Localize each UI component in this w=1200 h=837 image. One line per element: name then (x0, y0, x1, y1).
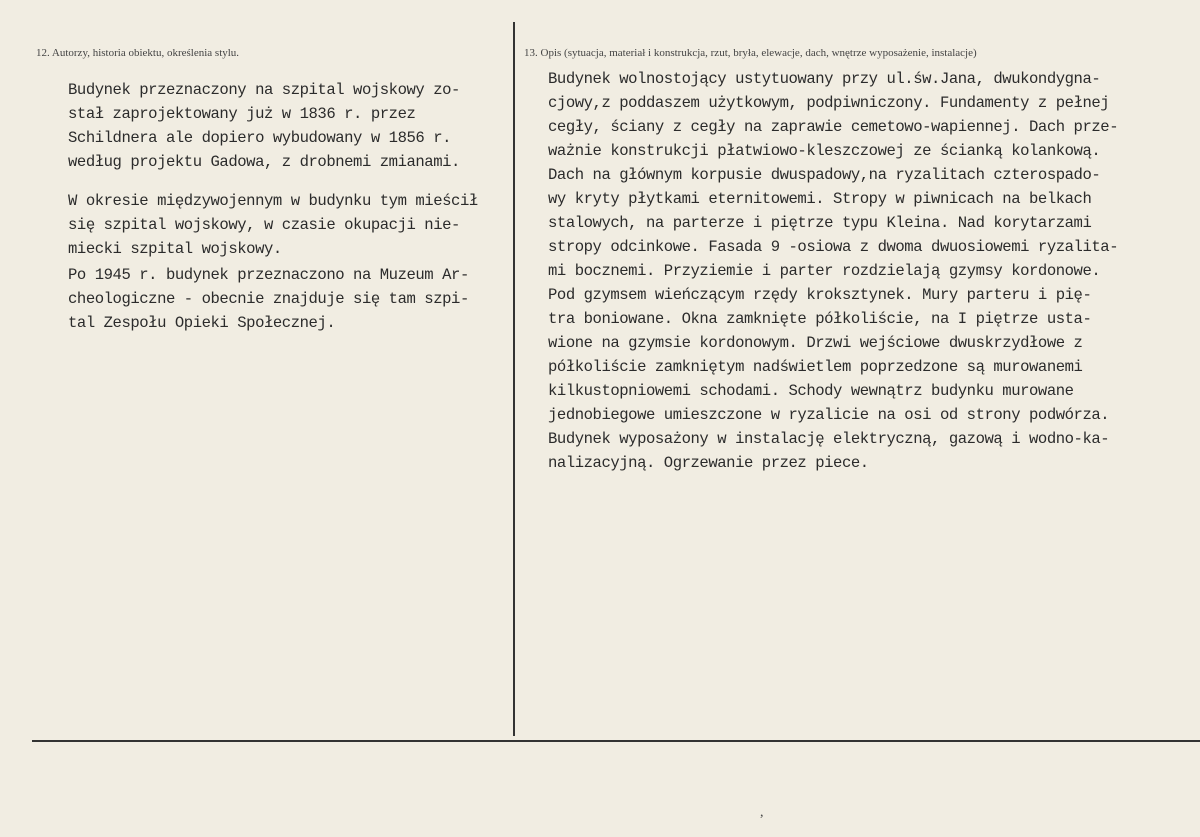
history-paragraph-2 (68, 189, 478, 261)
text-line: Budynek wolnostojący ustytuowany przy ul.św.Jana, dwukondygna- (548, 70, 1101, 88)
text-line: Budynek wyposażony w instalację elektryczną, gazową i wodno-ka- (548, 430, 1110, 448)
text-line: tra boniowane. Okna zamknięte półkoliście, na I piętrze usta- (548, 310, 1092, 328)
text-line: Schildnera ale dopiero wybudowany w 1856 r. (68, 129, 452, 147)
section-12-heading: 12. Autorzy, historia obiektu, określenia stylu. (36, 47, 240, 59)
text-line: stał zaprojektowany już w 1836 r. przez (68, 105, 416, 123)
history-paragraph-3 (68, 263, 469, 335)
text-line: ważnie konstrukcji płatwiowo-kleszczowej ze ścianką kolankową. (548, 142, 1101, 160)
text-line: stalowych, na parterze i piętrze typu Kleina. Nad korytarzami (548, 214, 1092, 232)
text-line: cheologiczne - obecnie znajduje się tam szpi- (68, 290, 469, 308)
text-line: tal Zespołu Opieki Społecznej. (68, 314, 336, 332)
text-line: cjowy,z poddaszem użytkowym, podpiwniczony. Fundamenty z pełnej (548, 94, 1110, 112)
text-line: cegły, ściany z cegły na zaprawie cemetowo-wapiennej. Dach prze- (548, 118, 1119, 136)
column-divider (513, 22, 515, 736)
history-paragraph-1 (68, 78, 460, 174)
text-line: się szpital wojskowy, w czasie okupacji nie- (68, 216, 460, 234)
text-line: półkoliście zamkniętym nadświetlem poprzedzone są murowanemi (548, 358, 1083, 376)
text-line: Po 1945 r. budynek przeznaczono na Muzeum Ar- (68, 266, 469, 284)
text-line: Dach na głównym korpusie dwuspadowy,na ryzalitach czterospado- (548, 166, 1101, 184)
text-line: wy kryty płytkami eternitowemi. Stropy w piwnicach na belkach (548, 190, 1092, 208)
section-13-heading: 13. Opis (sytuacja, materiał i konstrukcja, rzut, bryła, elewacje, dach, wnętrze wyposażenie, instalacje) (524, 47, 977, 59)
text-line: Pod gzymsem wieńczącym rzędy kroksztynek. Mury parteru i pię- (548, 286, 1092, 304)
text-line: według projektu Gadowa, z drobnemi zmianami. (68, 153, 460, 171)
text-line: stropy odcinkowe. Fasada 9 -osiowa z dwoma dwuosiowemi ryzalita- (548, 238, 1119, 256)
text-line: kilkustopniowemi schodami. Schody wewnątrz budynku murowane (548, 382, 1074, 400)
description-paragraph (548, 67, 1118, 475)
bottom-rule (32, 740, 1200, 742)
text-line: wione na gzymsie kordonowym. Drzwi wejściowe dwuskrzydłowe z (548, 334, 1083, 352)
text-line: mi bocznemi. Przyziemie i parter rozdzielają gzymsy kordonowe. (548, 262, 1101, 280)
stray-mark: , (760, 805, 764, 820)
text-line: miecki szpital wojskowy. (68, 240, 282, 258)
text-line: W okresie międzywojennym w budynku tym mieścił (68, 192, 478, 210)
text-line: Budynek przeznaczony na szpital wojskowy zo- (68, 81, 460, 99)
text-line: nalizacyjną. Ogrzewanie przez piece. (548, 454, 869, 472)
text-line: jednobiegowe umieszczone w ryzalicie na osi od strony podwórza. (548, 406, 1110, 424)
